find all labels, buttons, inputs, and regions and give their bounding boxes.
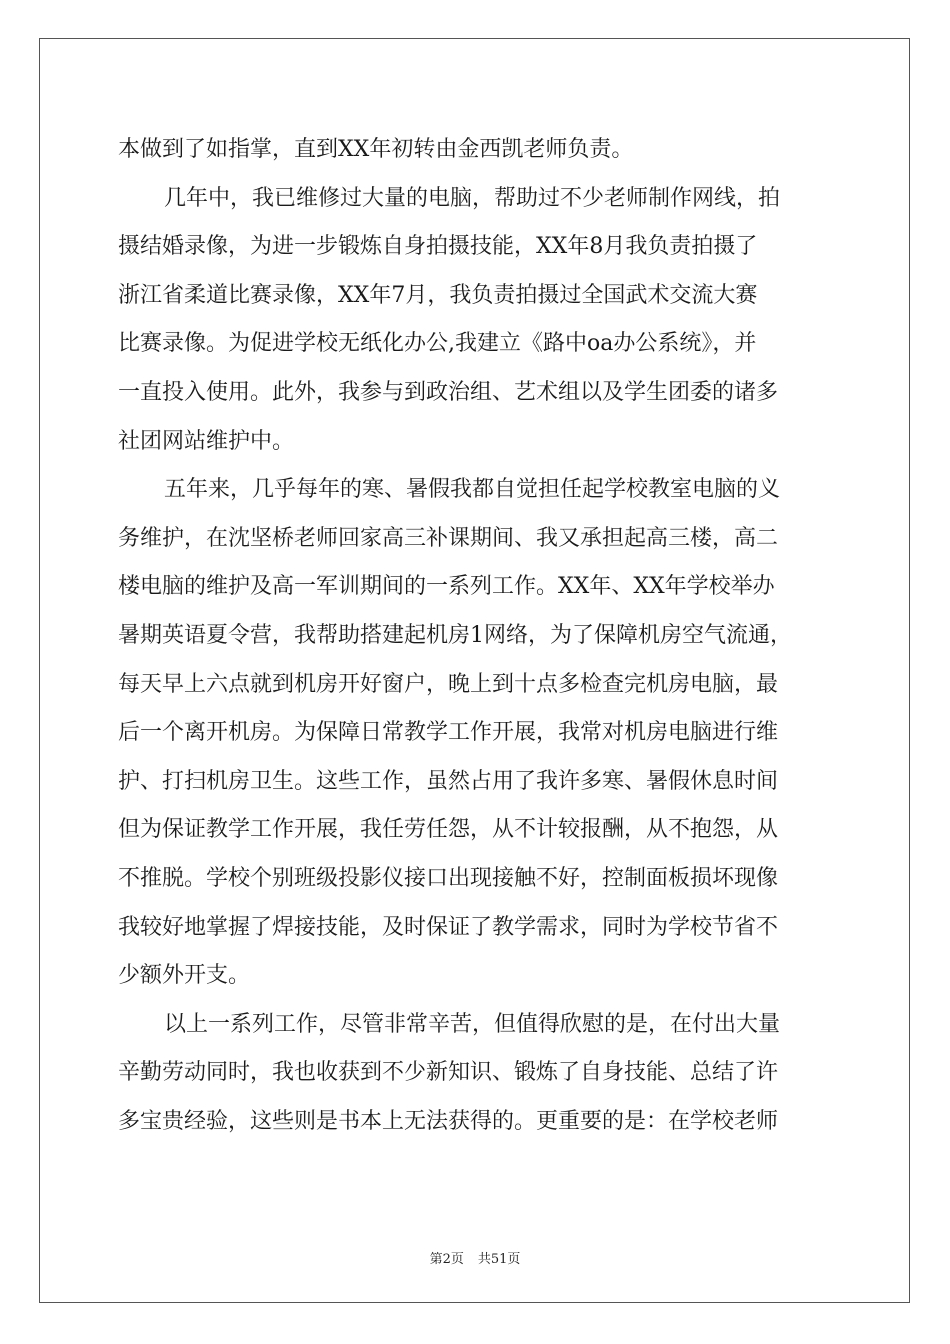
text-line: 一直投入使用。此外，我参与到政治组、艺术组以及学生团委的诸多	[118, 379, 779, 405]
text-line: 护、打扫机房卫生。这些工作，虽然占用了我许多寒、暑假休息时间	[118, 768, 779, 794]
text-line: 本做到了如指掌，直到XX年初转由金西凯老师负责。	[118, 137, 634, 162]
page-total: 共51页	[477, 1252, 521, 1267]
text-line: 我较好地掌握了焊接技能，及时保证了教学需求，同时为学校节省不	[118, 914, 779, 940]
text-line: 辛勤劳动同时，我也收获到不少新知识、锻炼了自身技能、总结了许	[118, 1060, 779, 1086]
text-line: 不推脱。学校个别班级投影仪接口出现接触不好，控制面板损坏现像	[118, 865, 779, 891]
paragraph-start-line: 五年来，几乎每年的寒、暑假我都自觉担任起学校教室电脑的义	[164, 477, 781, 503]
text-line: 社团网站维护中。	[118, 428, 295, 454]
text-line: 每天早上六点就到机房开好窗户，晚上到十点多检查完机房电脑，最	[118, 671, 779, 697]
paragraph-start-line: 以上一系列工作，尽管非常辛苦，但值得欣慰的是，在付出大量	[164, 1011, 781, 1037]
text-line: 楼电脑的维护及高一军训期间的一系列工作。XX年、XX年学校举办	[118, 574, 775, 600]
text-line: 比赛录像。为促进学校无纸化办公,我建立《路中oa办公系统》，并	[118, 331, 757, 357]
text-line: 多宝贵经验，这些则是书本上无法获得的。更重要的是：在学校老师	[118, 1108, 779, 1134]
paragraph-start-line: 几年中，我已维修过大量的电脑，帮助过不少老师制作网线，拍	[164, 185, 781, 211]
text-line: 务维护，在沈坚桥老师回家高三补课期间、我又承担起高三楼，高二	[118, 525, 779, 551]
text-line: 浙江省柔道比赛录像，XX年7月，我负责拍摄过全国武术交流大赛	[118, 282, 758, 308]
text-line: 但为保证教学工作开展，我任劳任怨，从不计较报酬，从不抱怨，从	[118, 817, 779, 843]
page-footer	[0, 1248, 950, 1267]
text-line: 少额外开支。	[118, 963, 251, 989]
page-number: 第2页	[429, 1252, 464, 1267]
document-body	[118, 126, 838, 1146]
text-line: 暑期英语夏令营，我帮助搭建起机房1网络，为了保障机房空气流通，	[118, 622, 792, 648]
text-line: 摄结婚录像，为进一步锻炼自身拍摄技能，XX年8月我负责拍摄了	[118, 234, 758, 260]
text-line: 后一个离开机房。为保障日常教学工作开展，我常对机房电脑进行维	[118, 720, 779, 746]
